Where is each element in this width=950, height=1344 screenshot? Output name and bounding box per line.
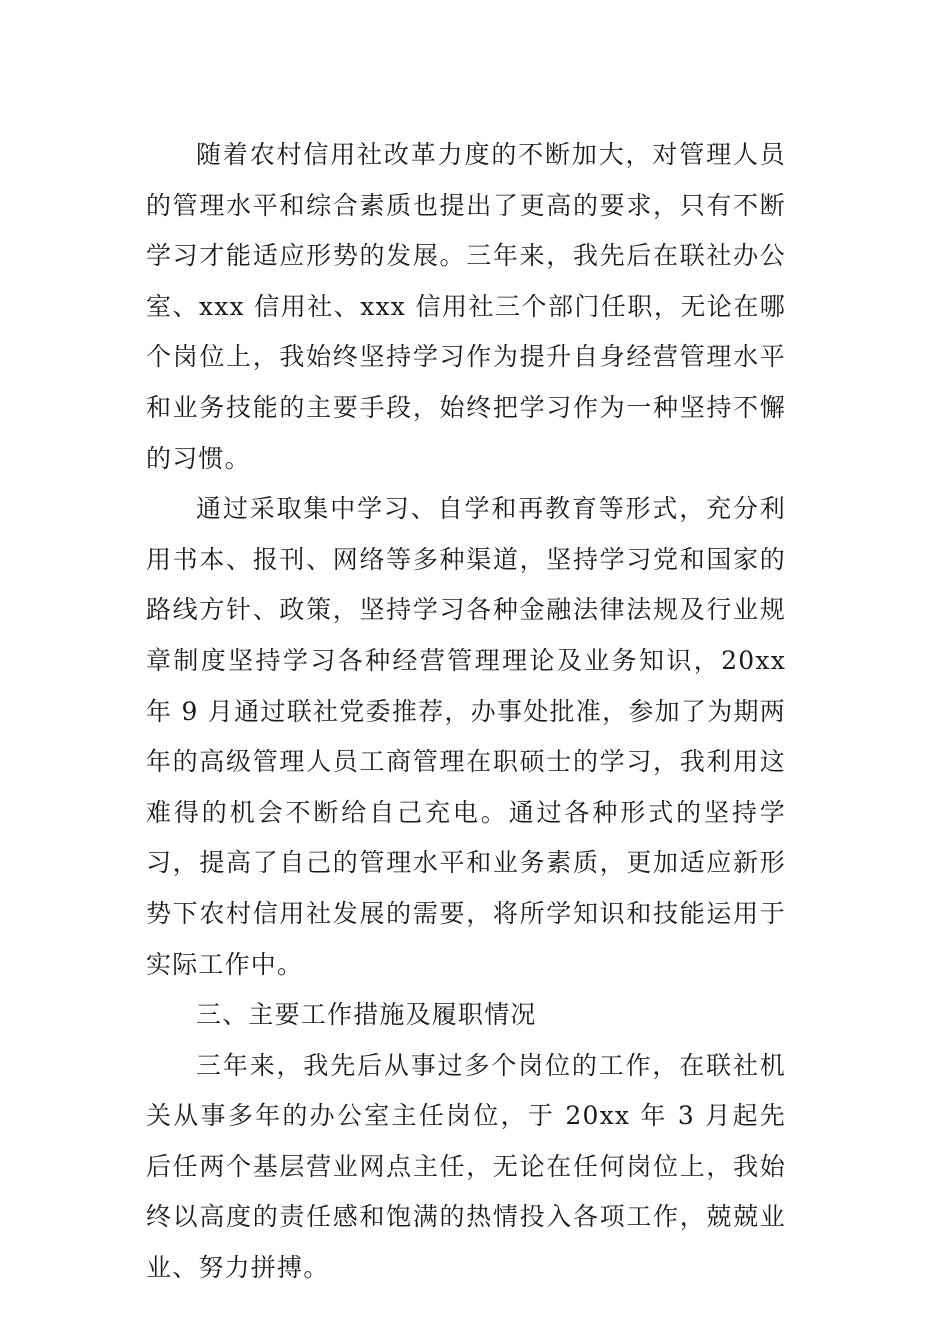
- section-heading: 三、主要工作措施及履职情况: [196, 1000, 537, 1030]
- paragraph-study-importance: 随着农村信用社改革力度的不断加大，对管理人员的管理水平和综合素质也提出了更高的要求，只有不断学习才能适应形势的发展。三年来，我先后在联社办公室、xxx 信用社、xxx 信用社三个部门任职，无论在哪个岗位上，我始终坚持学习作为提升自身经营管理水平和业务技能的主要手段，始终把学习作为一种坚持不懈的习惯。: [146, 140, 786, 473]
- document-body: [146, 130, 786, 1294]
- paragraph-work-measures: 三年来，我先后从事过多个岗位的工作，在联社机关从事多年的办公室主任岗位，于 20xx 年 3 月起先后任两个基层营业网点主任，无论在任何岗位上，我始终以高度的责任感和饱满的热情投入各项工作，兢兢业业、努力拼搏。: [146, 1050, 786, 1283]
- paragraph-study-methods: 通过采取集中学习、自学和再教育等形式，充分利用书本、报刊、网络等多种渠道，坚持学习党和国家的路线方针、政策，坚持学习各种金融法律法规及行业规章制度坚持学习各种经营管理理论及业务知识，20xx 年 9 月通过联社党委推荐，办事处批准，参加了为期两年的高级管理人员工商管理在职硕士的学习，我利用这难得的机会不断给自己充电。通过各种形式的坚持学习，提高了自己的管理水平和业务素质，更加适应新形势下农村信用社发展的需要，将所学知识和技能运用于实际工作中。: [146, 494, 786, 979]
